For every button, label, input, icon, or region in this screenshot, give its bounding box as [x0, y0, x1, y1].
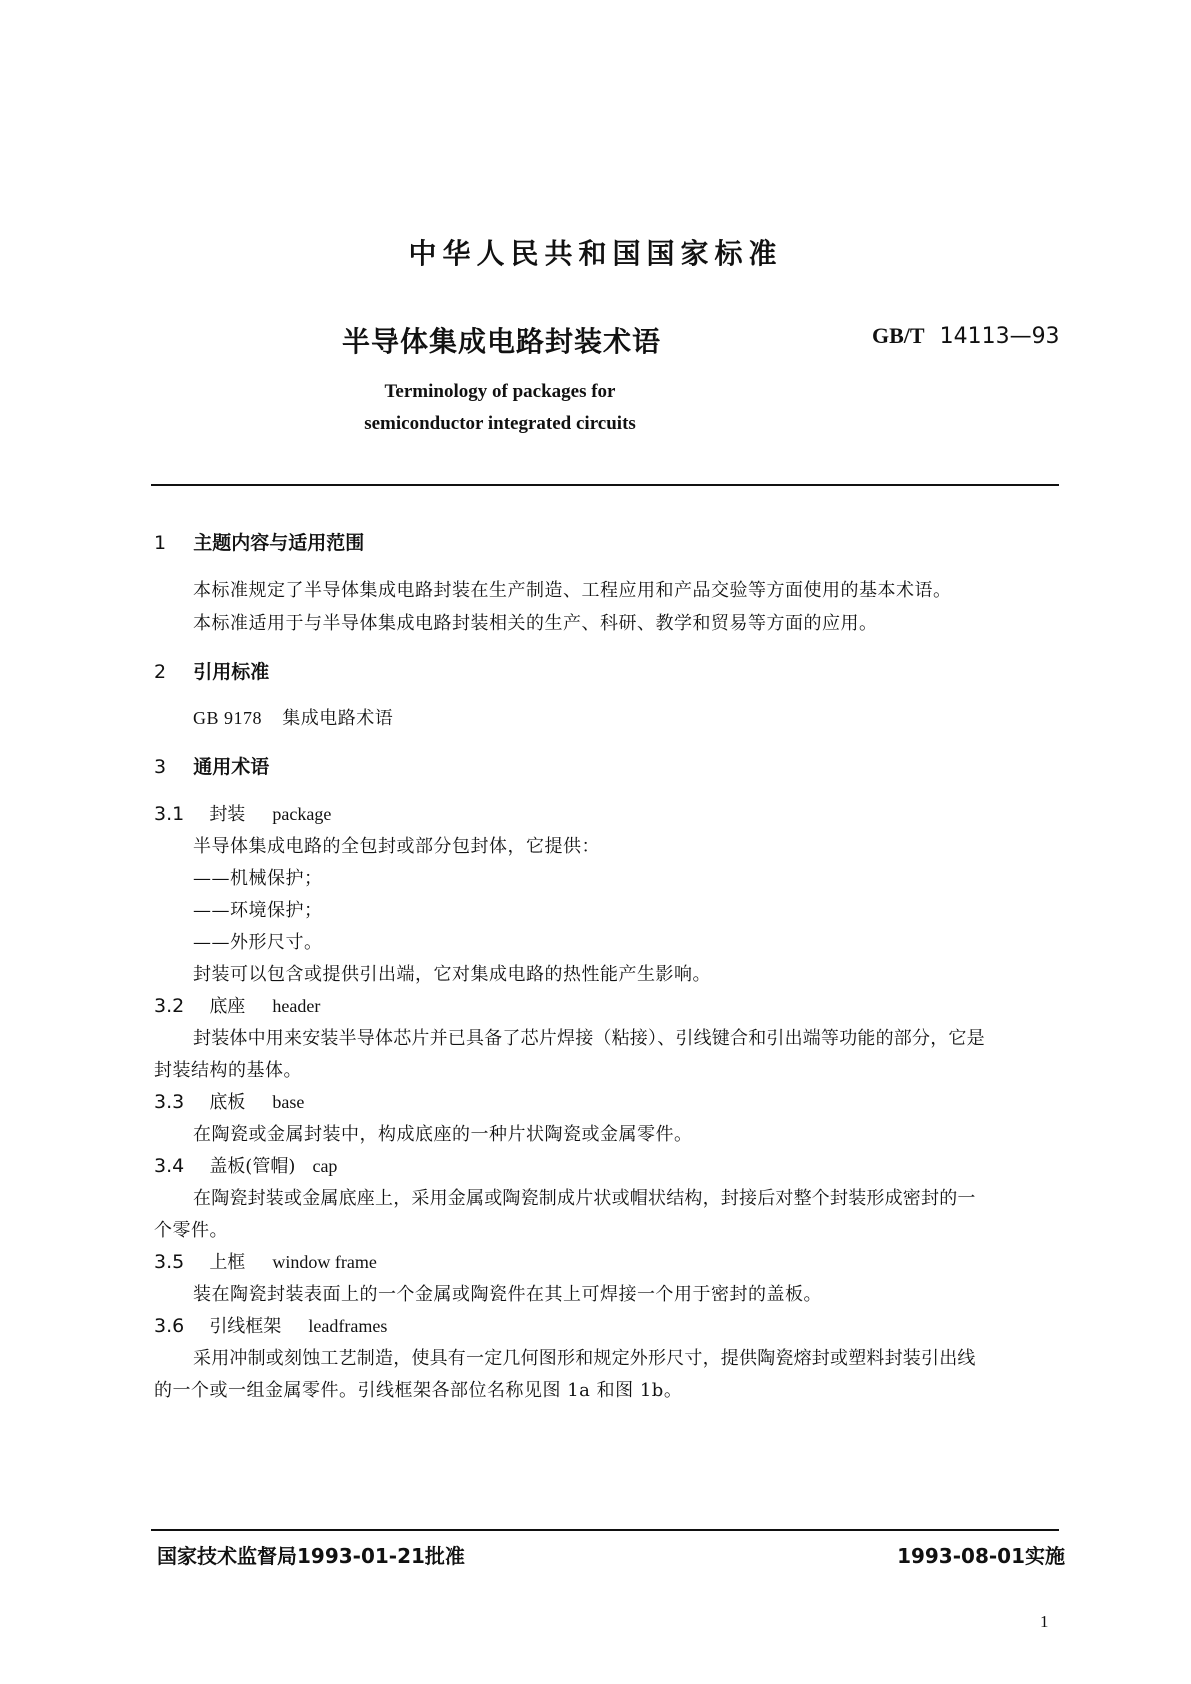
- term-3-1-definition: 半导体集成电路的全包封或部分包封体，它提供：: [193, 836, 600, 857]
- term-chinese: 引线框架: [209, 1316, 282, 1337]
- section-2-heading: [154, 657, 269, 684]
- term-3-6-definition-line-1: 采用冲制或刻蚀工艺制造，使具有一定几何图形和规定外形尺寸，提供陶瓷熔封或塑料封装引出线: [193, 1348, 976, 1369]
- footer-divider: [151, 1529, 1059, 1531]
- section-3-heading: [154, 752, 269, 779]
- section-number: 3: [154, 756, 167, 778]
- term-chinese: 封装: [209, 804, 246, 825]
- referenced-standard: [193, 704, 393, 730]
- term-3-1-item-1: ——机械保护；: [193, 868, 323, 889]
- term-number: 3.4: [154, 1155, 185, 1177]
- term-3-2-definition-line-2: 封装结构的基体。: [154, 1060, 302, 1081]
- term-chinese: 底座: [209, 996, 246, 1017]
- term-3-1-item-2: ——环境保护；: [193, 900, 323, 921]
- page-number: 1: [1040, 1612, 1049, 1631]
- term-3-3-definition: 在陶瓷或金属封装中，构成底座的一种片状陶瓷或金属零件。: [193, 1124, 693, 1145]
- approval-date: 国家技术监督局1993-01-21批准: [157, 1544, 465, 1568]
- section-1-paragraph-1: 本标准规定了半导体集成电路封装在生产制造、工程应用和产品交验等方面使用的基本术语。: [193, 580, 952, 601]
- term-number: 3.2: [154, 995, 185, 1017]
- term-number: 3.6: [154, 1315, 185, 1337]
- standard-code-number: 14113—93: [939, 324, 1060, 349]
- section-1-heading: [154, 528, 364, 555]
- term-3-3-heading: [154, 1088, 304, 1114]
- term-3-2-definition-line-1: 封装体中用来安装半导体芯片并已具备了芯片焊接（粘接）、引线键合和引出端等功能的部分，它是: [193, 1028, 985, 1049]
- term-english: header: [272, 996, 321, 1016]
- standard-code-prefix: GB/T: [872, 323, 925, 348]
- term-number: 3.5: [154, 1251, 185, 1273]
- term-3-4-definition-line-2: 个零件。: [154, 1220, 228, 1241]
- term-number: 3.3: [154, 1091, 185, 1113]
- term-3-4-definition-line-1: 在陶瓷封装或金属底座上，采用金属或陶瓷制成片状或帽状结构，封接后对整个封装形成密封的一: [193, 1188, 976, 1209]
- term-3-1-heading: [154, 800, 331, 826]
- reference-title: 集成电路术语: [282, 708, 394, 729]
- term-3-4-heading: [154, 1152, 337, 1178]
- section-title: 引用标准: [193, 661, 270, 683]
- term-number: 3.1: [154, 803, 185, 825]
- term-3-6-definition-line-2: 的一个或一组金属零件。引线框架各部位名称见图 1a 和图 1b。: [154, 1380, 683, 1401]
- implementation-date: 1993-08-01实施: [897, 1544, 1065, 1568]
- section-number: 2: [154, 661, 167, 683]
- term-english: cap: [312, 1156, 338, 1176]
- header-divider: [151, 484, 1059, 486]
- term-3-1-note: 封装可以包含或提供引出端，它对集成电路的热性能产生影响。: [193, 964, 711, 985]
- term-chinese: 盖板(管帽): [209, 1156, 296, 1177]
- term-english: package: [272, 804, 332, 824]
- term-3-6-heading: [154, 1312, 387, 1338]
- section-title: 通用术语: [193, 756, 270, 778]
- term-3-1-item-3: ——外形尺寸。: [193, 932, 323, 953]
- english-title-line-1: Terminology of packages for: [384, 381, 616, 402]
- term-english: leadframes: [308, 1316, 388, 1336]
- term-chinese: 底板: [209, 1092, 246, 1113]
- national-standard-title: 中华人民共和国国家标准: [408, 237, 783, 270]
- section-number: 1: [154, 532, 167, 554]
- section-1-paragraph-2: 本标准适用于与半导体集成电路封装相关的生产、科研、教学和贸易等方面的应用。: [193, 613, 878, 634]
- term-english: base: [272, 1092, 305, 1112]
- term-3-2-heading: [154, 992, 320, 1018]
- term-chinese: 上框: [209, 1252, 246, 1273]
- term-3-5-heading: [154, 1248, 377, 1274]
- section-title: 主题内容与适用范围: [193, 532, 365, 554]
- document-title: 半导体集成电路封装术语: [342, 325, 662, 358]
- term-3-5-definition: 装在陶瓷封装表面上的一个金属或陶瓷件在其上可焊接一个用于密封的盖板。: [193, 1284, 822, 1305]
- standard-code: [872, 323, 1060, 349]
- reference-code: GB 9178: [193, 708, 263, 728]
- english-title-line-2: semiconductor integrated circuits: [364, 413, 636, 434]
- term-english: window frame: [272, 1252, 377, 1272]
